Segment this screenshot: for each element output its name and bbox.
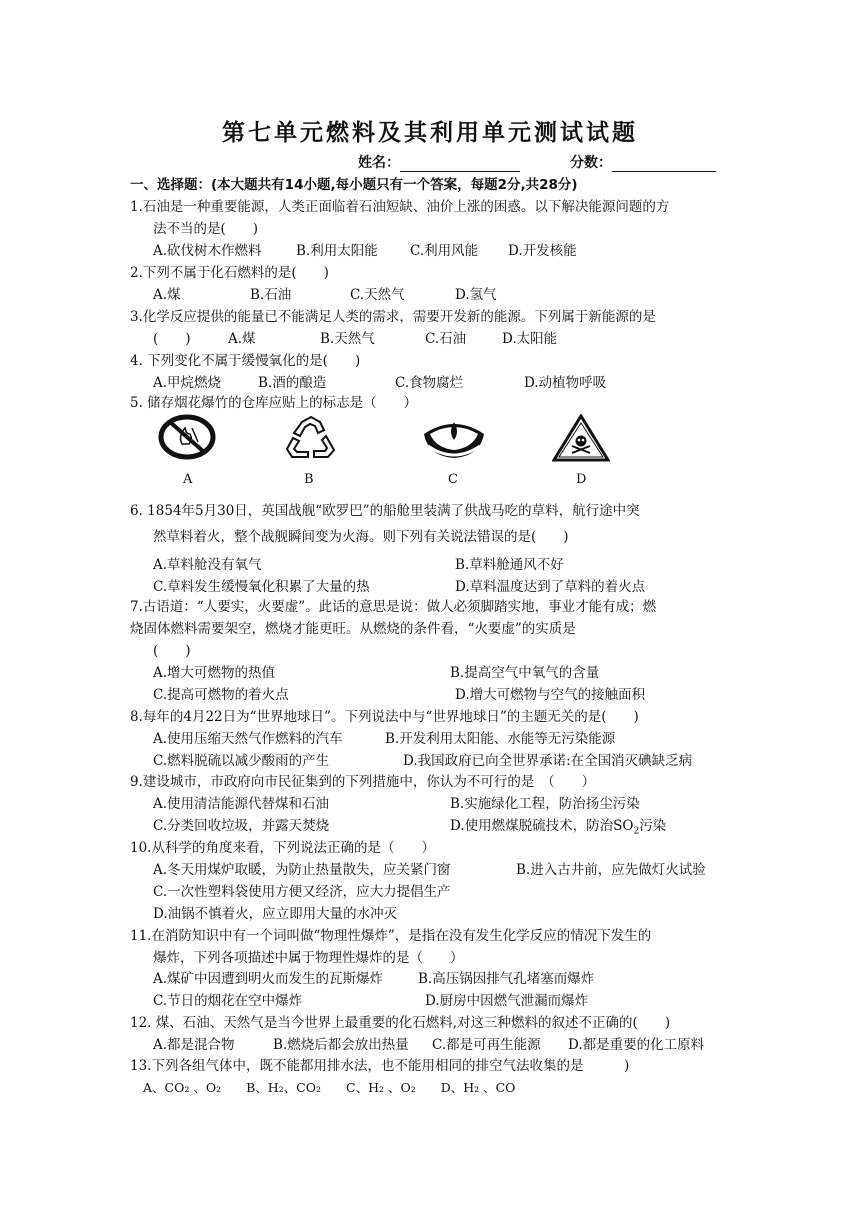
question-2-stem: 2.下列不属于化石燃料的是( ) (130, 265, 329, 281)
q2-option-b: B.石油 (250, 287, 292, 303)
question-6-stem-line2: 然草料着火，整个战舰瞬间变为火海。则下列有关说法错误的是( ) (153, 529, 569, 545)
q12-option-b: B.燃烧后都会放出热量 (273, 1037, 409, 1053)
question-1-stem-line2: 法不当的是( ) (153, 221, 259, 237)
q7-option-d: D.增大可燃物与空气的接触面积 (455, 687, 646, 703)
corrosive-sign-icon (420, 412, 488, 460)
question-11-stem-line1: 11.在消防知识中有一个词叫做“物理性爆炸”，是指在没有发生化学反应的情况下发生的 (130, 928, 652, 944)
symbol-label-c: C (448, 472, 458, 487)
score-field-label: 分数： (570, 152, 716, 172)
q1-option-b: B.利用太阳能 (296, 243, 378, 259)
q8-option-d: D.我国政府已向全世界承诺:在全国消灭碘缺乏病 (403, 753, 693, 769)
q11-option-d: D.厨房中因燃气泄漏而爆炸 (425, 993, 589, 1009)
q9-option-b: B.实施绿化工程，防治扬尘污染 (450, 796, 640, 812)
q11-option-c: C.节日的烟花在空中爆炸 (153, 993, 303, 1009)
q7-option-a: A.增大可燃物的热值 (153, 665, 276, 681)
q10-option-c: C.一次性塑料袋使用方便又经济，应大力提倡生产 (153, 884, 451, 900)
q3-option-a: A.煤 (228, 331, 256, 347)
q7-option-c: C.提高可燃物的着火点 (153, 687, 289, 703)
q4-option-a: A.甲烷燃烧 (153, 375, 222, 391)
q9-option-d: D.使用燃煤脱硫技术，防治$SO_2$污染 (450, 818, 667, 837)
name-blank[interactable] (400, 157, 520, 172)
symbol-label-d: D (576, 472, 587, 487)
section-heading: 一、选择题：(本大题共有14小题,每小题只有一个答案，每题2分,共28分) (130, 177, 578, 193)
symbol-label-a: A (183, 472, 193, 487)
exam-title: 第七单元燃料及其利用单元测试试题 (222, 120, 638, 146)
q10-option-a: A.冬天用煤炉取暖，为防止热量散失，应关紧门窗 (153, 862, 451, 878)
q10-option-d: D.油锅不慎着火，应立即用大量的水冲灭 (153, 906, 398, 922)
q8-option-c: C.燃料脱硫以减少酸雨的产生 (153, 753, 330, 769)
q9-option-c: C.分类回收垃圾，并露天焚烧 (153, 818, 330, 834)
recycle-sign-icon (280, 414, 342, 462)
q3-option-b: B.天然气 (320, 331, 375, 347)
q9-option-a: A.使用清洁能源代替煤和石油 (153, 796, 330, 812)
q2-option-a: A.煤 (153, 287, 181, 303)
question-7-stem-line3: ( ) (153, 643, 191, 659)
q4-option-d: D.动植物呼吸 (524, 375, 607, 391)
q3-option-c: C.石油 (425, 331, 467, 347)
name-field-label: 姓名： (358, 152, 520, 172)
question-13-stem: 13.下列各组气体中，既不能都用排水法，也不能用相同的排空气法收集的是 ) (130, 1058, 630, 1074)
q2-option-c: C.天然气 (350, 287, 405, 303)
question-11-stem-line2: 爆炸，下列各项描述中属于物理性爆炸的是（ ） (153, 950, 464, 966)
score-blank[interactable] (612, 157, 716, 172)
q8-option-a: A.使用压缩天然气作燃料的汽车 (153, 731, 343, 747)
q6-option-b: B.草料舱通风不好 (455, 557, 564, 573)
q4-option-c: C.食物腐烂 (395, 375, 464, 391)
q12-option-a: A.都是混合物 (153, 1037, 235, 1053)
question-7-stem-line1: 7.古语道：“人要实，火要虚”。此话的意思是说：做人必须脚踏实地，事业才能有成；燃 (130, 599, 657, 615)
q7-option-b: B.提高空气中氧气的含量 (450, 665, 600, 681)
q2-option-d: D.氢气 (455, 287, 497, 303)
q12-option-d: D.都是重要的化工原料 (568, 1037, 705, 1053)
q13-options: A、CO₂ 、O₂ B、H₂、CO₂ C、H₂ 、O₂ D、H₂ 、CO (143, 1080, 516, 1095)
symbol-label-b: B (304, 472, 314, 487)
q11-option-a: A.煤矿中因遭到明火而发生的瓦斯爆炸 (153, 971, 384, 987)
q4-option-b: B.酒的酿造 (258, 375, 327, 391)
q3-option-d: D.太阳能 (502, 331, 558, 347)
question-12-stem: 12. 煤、石油、天然气是当今世界上最重要的化石燃料,对这三种燃料的叙述不正确的( ) (130, 1015, 671, 1031)
question-10-stem: 10.从科学的角度来看，下列说法正确的是（ ） (130, 840, 435, 856)
question-3-stem-line2: ( ) (153, 331, 191, 347)
question-5-stem: 5. 储存烟花爆竹的仓库应贴上的标志是（ ） (130, 395, 418, 411)
q6-option-c: C.草料发生缓慢氧化积累了大量的热 (153, 579, 370, 595)
q1-option-d: D.开发核能 (508, 243, 577, 259)
question-7-stem-line2: 烧固体燃料需要架空，燃烧才能更旺。从燃烧的条件看，“火要虚”的实质是 (130, 621, 576, 637)
question-3-stem-line1: 3.化学反应提供的能量已不能满足人类的需求，需要开发新的能源。下列属于新能源的是 (130, 309, 656, 325)
toxic-sign-icon (552, 414, 610, 462)
q1-option-c: C.利用风能 (410, 243, 479, 259)
q12-option-c: C.都是可再生能源 (432, 1037, 541, 1053)
q6-option-a: A.草料舱没有氧气 (153, 557, 262, 573)
q1-option-a: A.砍伐树木作燃料 (153, 243, 262, 259)
q10-option-b: B.进入古井前，应先做灯火试验 (516, 862, 706, 878)
q11-option-b: B.高压锅因排气孔堵塞而爆炸 (418, 971, 595, 987)
q6-option-d: D.草料温度达到了草料的着火点 (455, 579, 646, 595)
question-8-stem: 8.每年的4月22日为“世界地球日”。下列说法中与“世界地球日”的主题无关的是( ) (130, 709, 639, 725)
question-1-stem-line1: 1.石油是一种重要能源，人类正面临着石油短缺、油价上涨的困惑。以下解决能源问题的方 (130, 199, 670, 215)
q8-option-b: B.开发利用太阳能、水能等无污染能源 (385, 731, 616, 747)
no-fire-sign-icon (158, 414, 216, 460)
question-6-stem-line1: 6. 1854年5月30日，英国战舰“欧罗巴”的船舱里装满了供战马吃的草料，航行途中突 (130, 503, 640, 519)
question-9-stem: 9.建设城市，市政府向市民征集到的下列措施中，你认为不可行的是 （ ） (130, 774, 596, 790)
question-4-stem: 4. 下列变化不属于缓慢氧化的是( ) (130, 353, 361, 369)
